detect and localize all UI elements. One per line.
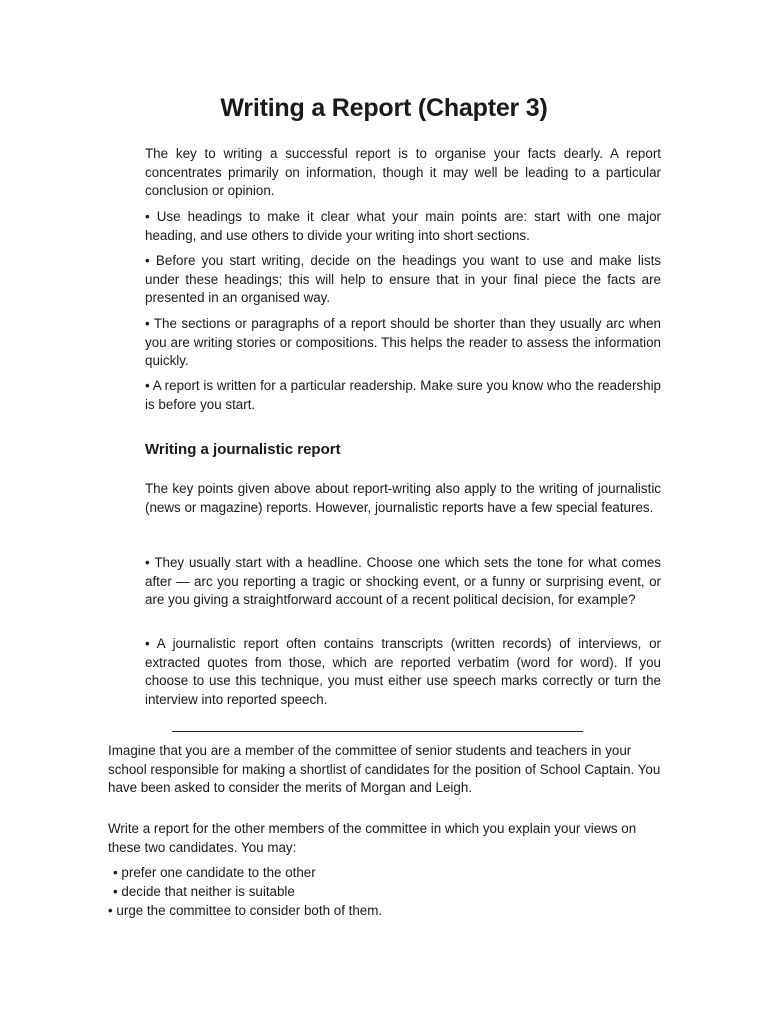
journalistic-point: • They usually start with a headline. Choose one which sets the tone for what comes after — arc you reporting a tragic or shocking event, or a funny or surprising event, or are you giving a straightforward account of a recent political decision, for example? [145, 555, 661, 607]
tip-paragraph: • A report is written for a particular readership. Make sure you know who the readership is before you start. [145, 378, 661, 412]
task-option: • decide that neither is suitable [113, 884, 295, 899]
task-option: • prefer one candidate to the other [113, 865, 316, 880]
page-title: Writing a Report (Chapter 3) [220, 94, 548, 122]
tip-paragraph: • Before you start writing, decide on the headings you want to use and make lists under these headings; this will help to ensure that in your final piece the facts are presented in an organised way. [145, 253, 661, 305]
intro-paragraph: The key to writing a successful report is to organise your facts dearly. A report concentrates primarily on information, though it may well be leading to a particular conclusion or opinion. [145, 146, 661, 198]
task-scenario: Imagine that you are a member of the committee of senior students and teachers in your school responsible for making a shortlist of candidates for the position of School Captain. You have been asked to consider the merits of Morgan and Leigh. [108, 743, 661, 795]
journalistic-point: • A journalistic report often contains transcripts (written records) of interviews, or extracted quotes from those, which are reported verbatim (word for word). If you choose to use this technique, you must either use speech marks correctly or turn the interview into reported speech. [145, 636, 661, 707]
task-instruction: Write a report for the other members of the committee in which you explain your views on these two candidates. You may: [108, 821, 637, 855]
tip-paragraph: • The sections or paragraphs of a report should be shorter than they usually arc when you are writing stories or compositions. This helps the reader to assess the information quickly. [145, 316, 661, 368]
journalistic-intro-paragraph: The key points given above about report-writing also apply to the writing of journalistic (news or magazine) reports. However, journalistic reports have a few special features. [145, 481, 661, 515]
tip-paragraph: • Use headings to make it clear what your main points are: start with one major heading, and use others to divide your writing into short sections. [145, 209, 661, 243]
section-divider [172, 731, 583, 732]
section-heading: Writing a journalistic report [145, 441, 341, 458]
task-option: • urge the committee to consider both of them. [108, 903, 383, 918]
